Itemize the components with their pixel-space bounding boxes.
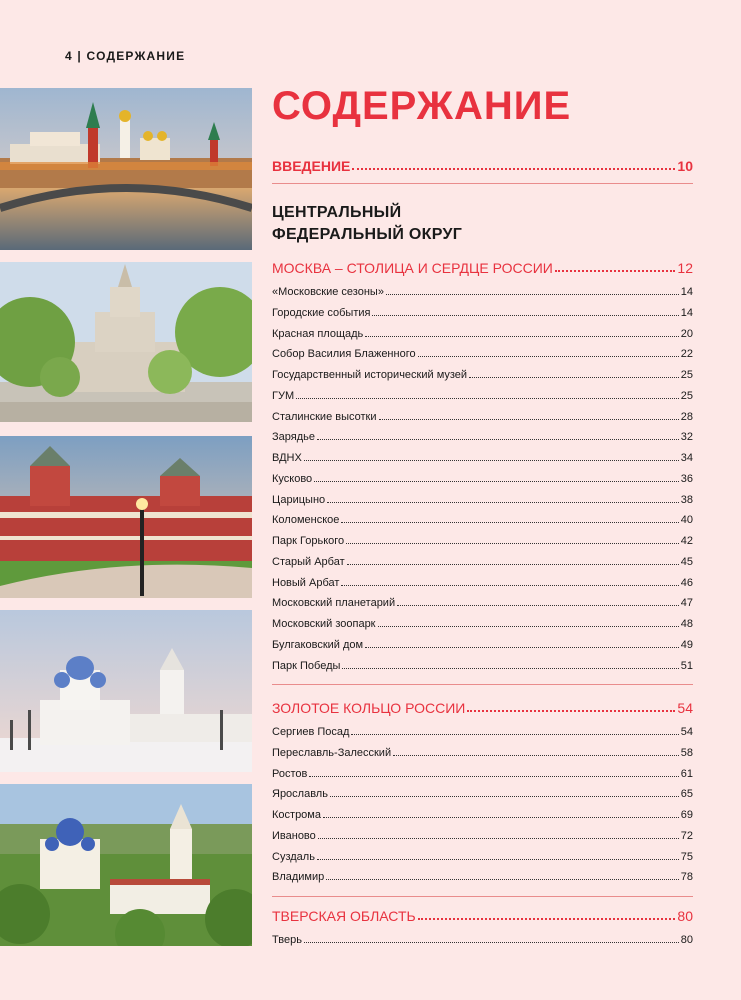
leader-dots — [342, 668, 678, 669]
toc-item-entry[interactable] — [272, 788, 693, 800]
toc-item-page: 58 — [680, 746, 693, 759]
leader-dots — [352, 168, 675, 170]
toc-item-page: 42 — [680, 535, 693, 547]
toc-item-label: «Московские сезоны» — [272, 286, 384, 298]
leader-dots — [304, 942, 679, 943]
toc-item-label: Суздаль — [272, 850, 315, 863]
toc-item-label: Городские события — [272, 306, 371, 319]
leader-dots — [318, 838, 679, 839]
leader-dots — [555, 270, 676, 272]
divider — [272, 684, 693, 685]
toc-item-page: 38 — [680, 493, 693, 506]
toc-item-label: Царицыно — [272, 493, 326, 506]
toc-item-entry[interactable] — [272, 369, 693, 381]
toc-item-label: Переславль-Залесский — [272, 746, 392, 759]
toc-section-label: МОСКВА – СТОЛИЦА И СЕРДЦЕ РОССИИ — [272, 260, 553, 276]
toc-item-label: Сергиев Посад — [272, 726, 350, 738]
toc-item-entry[interactable] — [272, 618, 693, 630]
toc-item-page: 54 — [680, 726, 693, 738]
toc-item-label: Новый Арбат — [272, 576, 340, 589]
toc-item-entry[interactable] — [272, 514, 693, 526]
leader-dots — [469, 377, 679, 378]
toc-item-page: 28 — [680, 410, 693, 423]
toc-section-page: 54 — [677, 700, 693, 716]
toc-item-label: Коломенское — [272, 514, 340, 527]
toc-section-page: 80 — [677, 908, 693, 924]
toc-section-entry[interactable] — [272, 908, 693, 924]
header-title: СОДЕРЖАНИЕ — [86, 49, 186, 63]
toc-item-entry[interactable] — [272, 556, 693, 568]
toc-entry-page: 10 — [677, 158, 693, 174]
toc-item-entry[interactable] — [272, 747, 693, 759]
toc-item-page: 40 — [680, 514, 693, 527]
toc-item-page: 34 — [680, 452, 693, 464]
toc-item-label: Сталинские высотки — [272, 410, 377, 423]
toc-item-label: ГУМ — [272, 389, 295, 402]
toc-item-page: 48 — [680, 618, 693, 630]
toc-item-entry[interactable] — [272, 577, 693, 589]
toc-item-label: Ростов — [272, 767, 308, 780]
leader-dots — [418, 918, 676, 920]
toc-item-label: Парк Победы — [272, 659, 341, 672]
leader-dots — [397, 605, 679, 606]
header-separator: | — [77, 49, 82, 63]
toc-item-page: 47 — [680, 597, 693, 610]
photo-suzdal — [0, 784, 252, 946]
toc-item-page: 49 — [680, 638, 693, 651]
photo-stalin-skyscraper — [0, 262, 252, 422]
toc-item-entry[interactable] — [272, 286, 693, 298]
okrug-title-line: ЦЕНТРАЛЬНЫЙ — [272, 204, 402, 221]
leader-dots — [372, 315, 678, 316]
toc-section-entry[interactable] — [272, 700, 693, 716]
leader-dots — [365, 336, 678, 337]
toc-item-entry[interactable] — [272, 348, 693, 360]
toc-item-page: 45 — [680, 555, 693, 568]
divider — [272, 183, 693, 184]
toc-item-entry[interactable] — [272, 768, 693, 780]
toc-item-page: 46 — [680, 576, 693, 589]
toc-item-entry[interactable] — [272, 431, 693, 443]
divider — [272, 896, 693, 897]
toc-item-page: 36 — [680, 472, 693, 485]
toc-item-entry[interactable] — [272, 307, 693, 319]
toc-item-label: Московский зоопарк — [272, 618, 376, 630]
toc-item-page: 22 — [680, 348, 693, 361]
toc-item-label: Собор Василия Блаженного — [272, 348, 416, 361]
toc-item-label: Государственный исторический музей — [272, 369, 468, 381]
toc-section-entry[interactable] — [272, 260, 693, 276]
leader-dots — [326, 879, 678, 880]
leader-dots — [393, 755, 679, 756]
toc-item-label: ВДНХ — [272, 452, 302, 464]
leader-dots — [379, 419, 679, 420]
page-number: 4 — [65, 49, 73, 63]
toc-item-entry[interactable] — [272, 934, 693, 946]
leader-dots — [296, 398, 679, 399]
toc-entry-intro[interactable] — [272, 158, 693, 174]
photo-kremlin — [0, 88, 252, 250]
toc-item-entry[interactable] — [272, 639, 693, 651]
toc-item-page: 20 — [680, 327, 693, 340]
leader-dots — [351, 734, 678, 735]
toc-item-page: 51 — [680, 659, 693, 672]
toc-item-page: 25 — [680, 389, 693, 402]
toc-item-entry[interactable] — [272, 809, 693, 821]
toc-item-entry[interactable] — [272, 830, 693, 842]
toc-item-page: 14 — [680, 286, 693, 298]
photo-tsaritsyno — [0, 436, 252, 598]
toc-item-label: Булгаковский дом — [272, 638, 364, 651]
leader-dots — [418, 356, 679, 357]
toc-section-label: ЗОЛОТОЕ КОЛЬЦО РОССИИ — [272, 700, 466, 716]
leader-dots — [304, 460, 679, 461]
toc-item-entry[interactable] — [272, 473, 693, 485]
toc-item-entry[interactable] — [272, 871, 693, 883]
toc-item-label: Ярославль — [272, 788, 328, 801]
toc-item-label: Тверь — [272, 934, 302, 946]
leader-dots — [327, 502, 679, 503]
toc-section-page: 12 — [677, 260, 693, 276]
leader-dots — [347, 564, 679, 565]
toc-item-page: 72 — [680, 829, 693, 842]
toc-item-entry[interactable] — [272, 660, 693, 672]
toc-item-page: 25 — [680, 369, 693, 381]
leader-dots — [317, 859, 679, 860]
photo-snow-monastery — [0, 610, 252, 772]
toc-item-page: 65 — [680, 788, 693, 801]
toc-item-label: Красная площадь — [272, 327, 364, 340]
toc-item-entry[interactable] — [272, 535, 693, 547]
leader-dots — [467, 710, 675, 712]
leader-dots — [378, 626, 679, 627]
toc-item-page: 75 — [680, 850, 693, 863]
okrug-title — [272, 202, 462, 246]
toc-item-label: Московский планетарий — [272, 597, 396, 610]
toc-item-page: 69 — [680, 809, 693, 821]
toc-item-entry[interactable] — [272, 597, 693, 609]
leader-dots — [341, 585, 678, 586]
toc-item-label: Владимир — [272, 871, 325, 884]
toc-entry-label: ВВЕДЕНИЕ — [272, 158, 351, 174]
toc-item-page: 32 — [680, 431, 693, 444]
toc-item-entry[interactable] — [272, 328, 693, 340]
leader-dots — [317, 439, 679, 440]
toc-item-entry[interactable] — [272, 411, 693, 423]
toc-item-entry[interactable] — [272, 494, 693, 506]
leader-dots — [341, 522, 678, 523]
toc-item-page: 61 — [680, 767, 693, 780]
toc-item-entry[interactable] — [272, 390, 693, 402]
toc-item-label: Старый Арбат — [272, 555, 345, 568]
leader-dots — [309, 776, 678, 777]
toc-item-label: Иваново — [272, 829, 316, 842]
leader-dots — [386, 294, 679, 295]
leader-dots — [323, 817, 679, 818]
leader-dots — [330, 796, 679, 797]
toc-item-entry[interactable] — [272, 452, 693, 464]
toc-title: СОДЕРЖАНИЕ — [272, 84, 572, 128]
toc-item-page: 80 — [680, 934, 693, 946]
toc-section-label: ТВЕРСКАЯ ОБЛАСТЬ — [272, 908, 416, 924]
leader-dots — [365, 647, 679, 648]
toc-item-label: Кострома — [272, 809, 321, 821]
toc-item-label: Кусково — [272, 472, 313, 485]
toc-item-label: Зарядье — [272, 431, 315, 444]
toc-item-entry[interactable] — [272, 851, 693, 863]
running-header — [65, 49, 185, 63]
toc-item-page: 78 — [680, 871, 693, 884]
leader-dots — [346, 543, 679, 544]
toc-item-entry[interactable] — [272, 726, 693, 738]
okrug-title-line: ФЕДЕРАЛЬНЫЙ ОКРУГ — [272, 226, 463, 243]
toc-item-page: 14 — [680, 306, 693, 319]
leader-dots — [314, 481, 679, 482]
toc-item-label: Парк Горького — [272, 535, 345, 547]
